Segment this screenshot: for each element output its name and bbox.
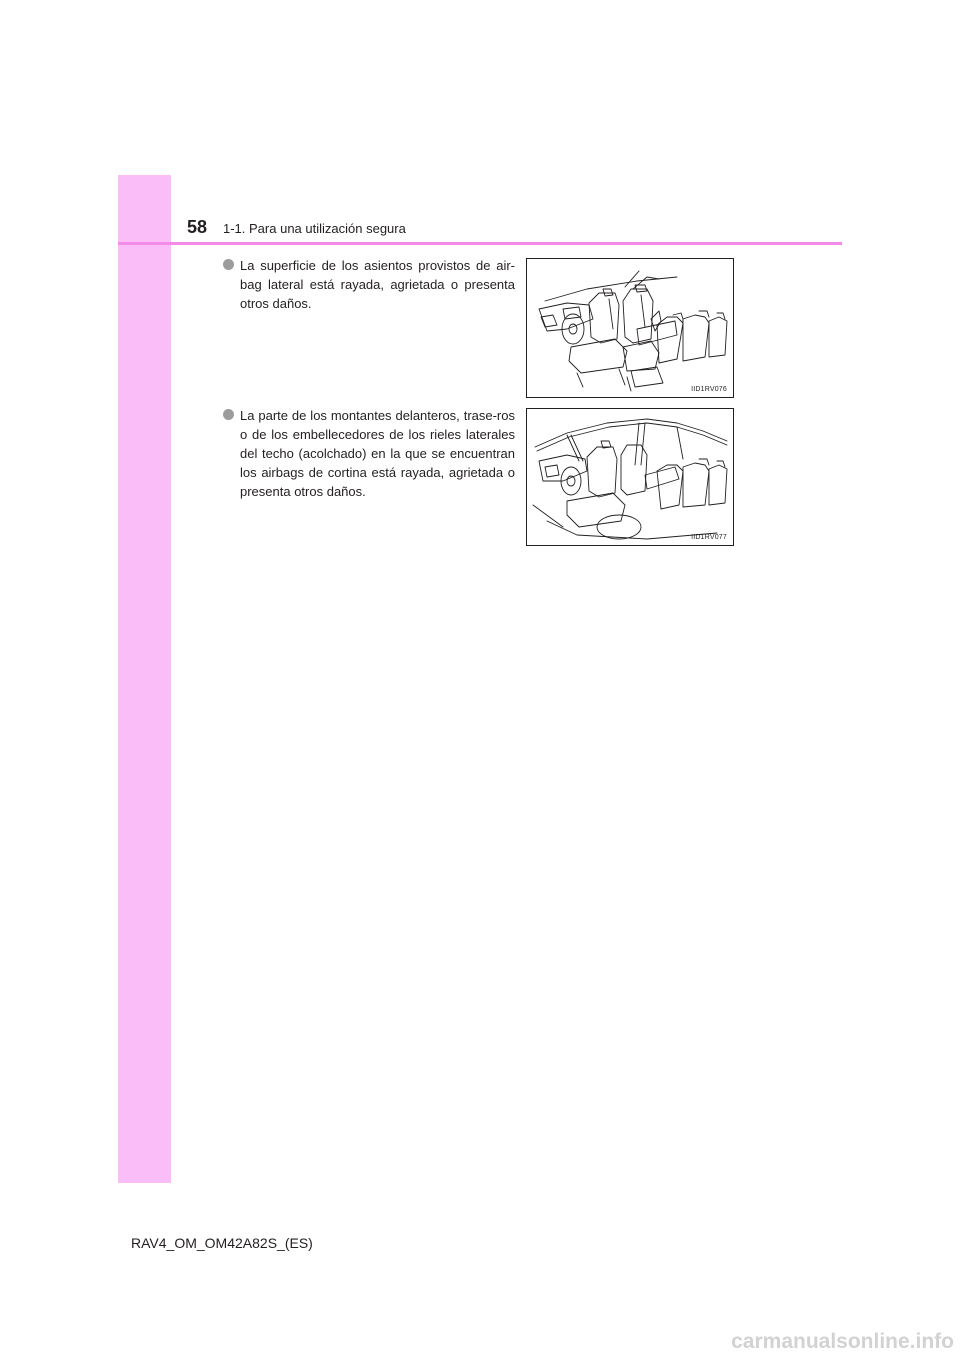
bullet-item-seat-airbag [223,256,515,313]
bullet-dot-icon [223,259,234,270]
figure-code: IID1RV077 [691,534,727,541]
bullet-item-curtain-airbag [223,406,515,501]
figure-seat-airbag-illustration [526,258,734,398]
figure-code: IID1RV076 [691,386,727,393]
car-interior-seats-illustration [527,259,733,397]
section-title: 1-1. Para una utilización segura [223,221,406,236]
page-number: 58 [187,217,208,237]
car-interior-pillars-illustration [527,409,733,545]
side-tab-bar [118,175,171,1183]
figure-curtain-airbag-illustration [526,408,734,546]
header-rule [118,242,842,245]
document-code: RAV4_OM_OM42A82S_(ES) [131,1235,313,1251]
bullet-dot-icon [223,409,234,420]
bullet-text: La parte de los montantes delanteros, trase-ros o de los embellecedores de los rieles laterales del techo (acolchado) en la que se encuentran los airbags de cortina está rayada, agrietada o presenta otros daños. [240,408,515,499]
watermark: carmanualsonline.info [731,1330,954,1353]
bullet-text: La superficie de los asientos provistos de air-bag lateral está rayada, agrietada o presenta otros daños. [240,258,515,311]
